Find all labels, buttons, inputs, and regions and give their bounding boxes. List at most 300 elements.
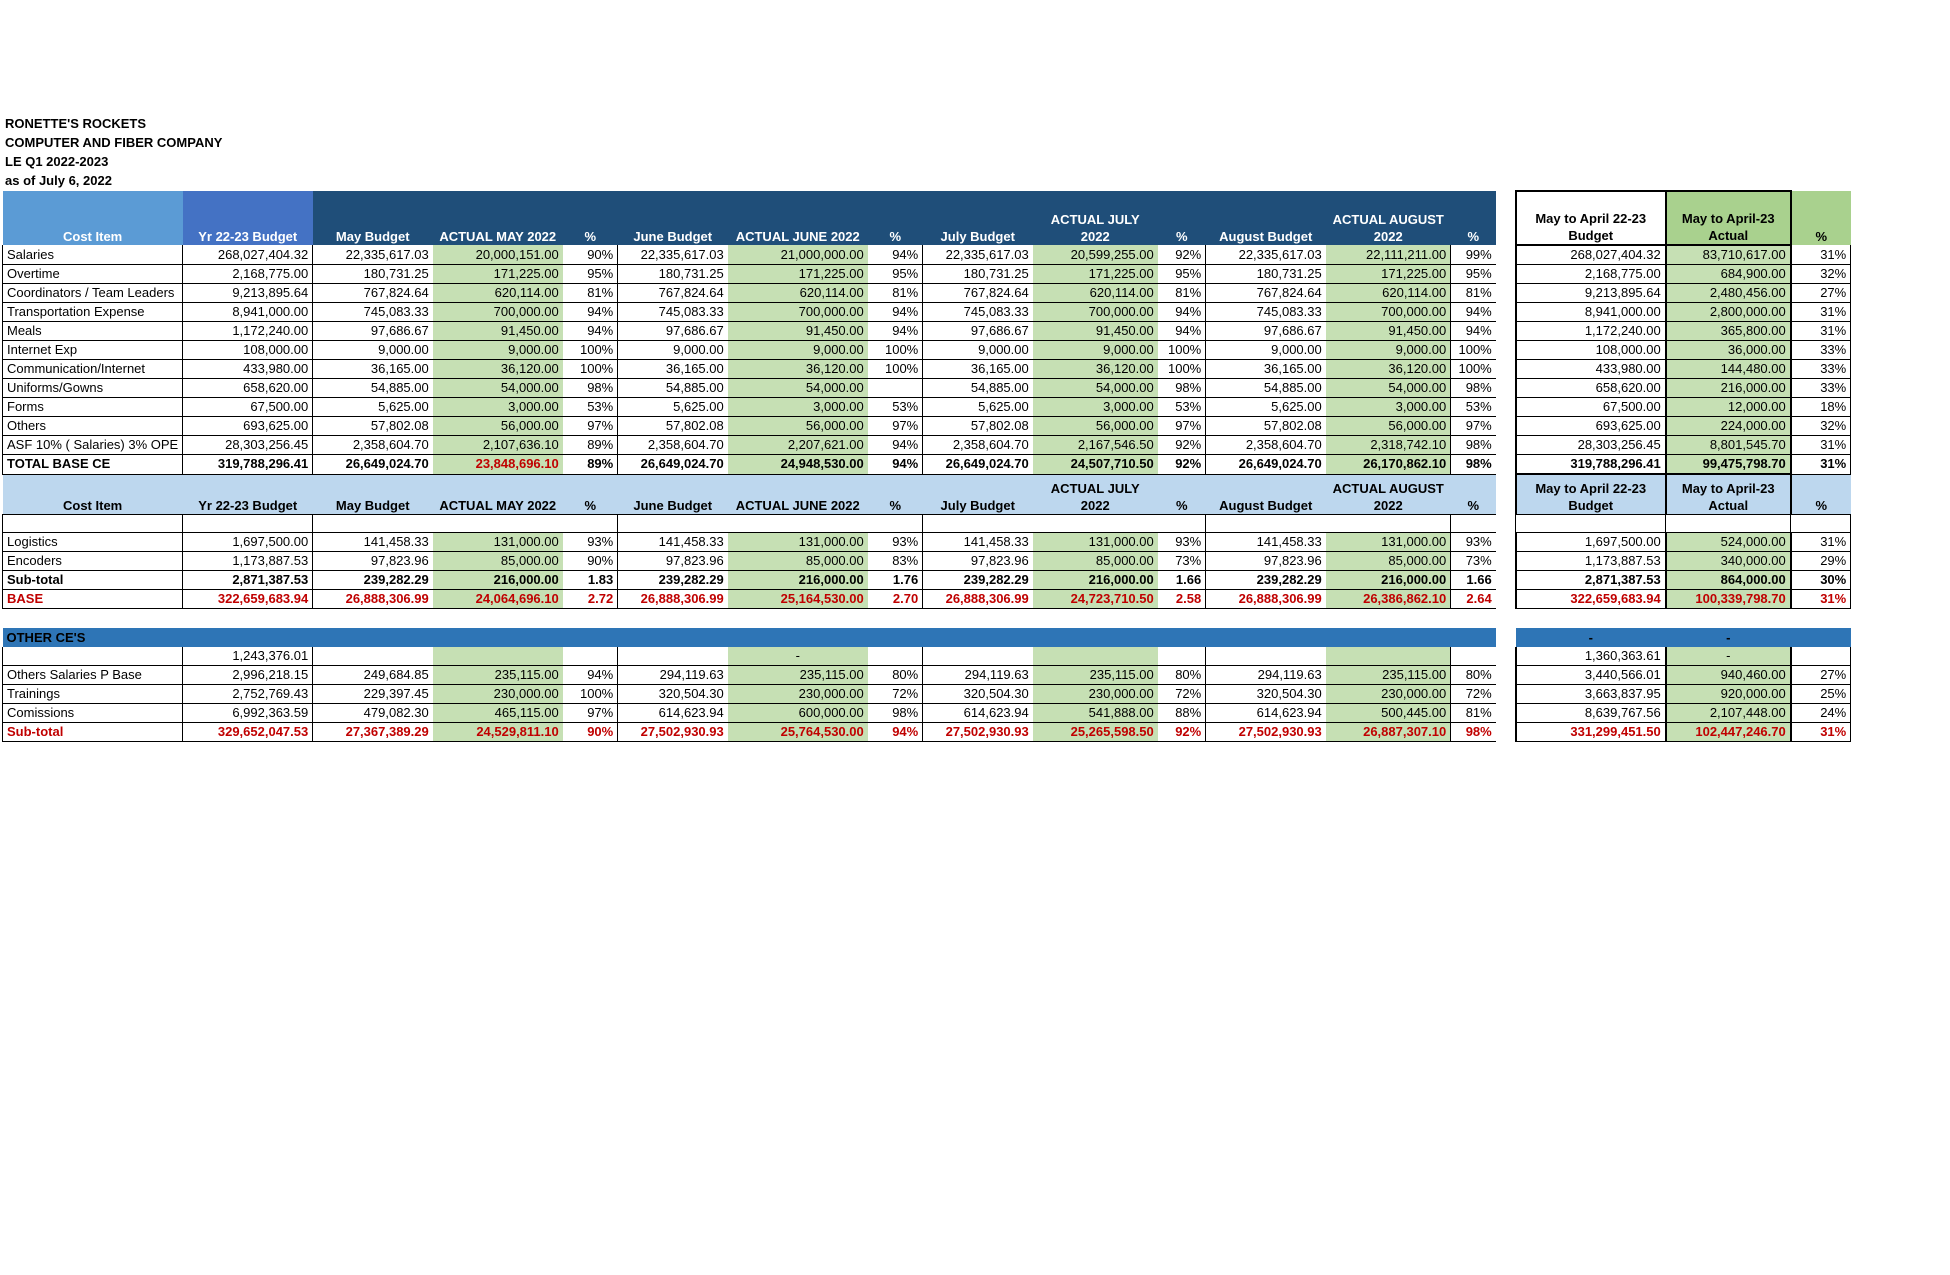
yr-budget-cell: 8,941,000.00 (183, 303, 313, 322)
actual-june-cell: 25,164,530.00 (728, 589, 868, 608)
actual-aug-cell: 216,000.00 (1326, 570, 1451, 589)
actual-july-cell: 620,114.00 (1033, 284, 1158, 303)
pct-may-header: % (563, 474, 618, 514)
june-budget-cell: 26,649,024.70 (618, 455, 728, 475)
spacer-cell (1496, 685, 1516, 704)
pct-june-cell: 95% (868, 265, 923, 284)
actual-june-cell: 9,000.00 (728, 341, 868, 360)
actual-june-header: ACTUAL JUNE 2022 (728, 191, 868, 245)
aug-budget-cell: 2,358,604.70 (1206, 436, 1326, 455)
aug-budget-cell: 180,731.25 (1206, 265, 1326, 284)
aug-budget-cell: 36,165.00 (1206, 360, 1326, 379)
pct-ytd-cell: 18% (1791, 398, 1851, 417)
pct-aug-cell: 98% (1451, 436, 1496, 455)
pct-may-cell: 53% (563, 398, 618, 417)
pct-june-cell: 97% (868, 417, 923, 436)
pct-june-cell (868, 647, 923, 666)
pct-july-blank (1158, 514, 1206, 532)
actual-may-cell: 24,064,696.10 (433, 589, 563, 608)
july-budget-cell: 22,335,617.03 (923, 245, 1033, 265)
ytd-budget-cell: 8,639,767.56 (1516, 704, 1666, 723)
pct-july-cell: 80% (1158, 666, 1206, 685)
other-row (3, 666, 1851, 685)
actual-may-band (433, 628, 563, 647)
spacer-cell (1496, 723, 1516, 742)
actual-july-cell: 2,167,546.50 (1033, 436, 1158, 455)
pct-may-cell: 94% (563, 666, 618, 685)
actual-may-cell: 20,000,151.00 (433, 245, 563, 265)
ytd-actual-band: - (1666, 628, 1791, 647)
ytd-actual-cell: 2,480,456.00 (1666, 284, 1791, 303)
ytd-budget-cell: 8,941,000.00 (1516, 303, 1666, 322)
pct-ytd-cell: 31% (1791, 455, 1851, 475)
aug-budget-cell: 767,824.64 (1206, 284, 1326, 303)
actual-may-cell: 216,000.00 (433, 570, 563, 589)
aug-budget-cell: 54,885.00 (1206, 379, 1326, 398)
may-budget-cell: 54,885.00 (313, 379, 433, 398)
cost-item-cell: Sub-total (3, 570, 183, 589)
may-budget-header: May Budget (313, 191, 433, 245)
pct-ytd-cell: 31% (1791, 303, 1851, 322)
ytd-budget-cell: 1,172,240.00 (1516, 322, 1666, 341)
ytd-actual-cell: 864,000.00 (1666, 570, 1791, 589)
june-budget-cell: 2,358,604.70 (618, 436, 728, 455)
ytd-actual-cell: 12,000.00 (1666, 398, 1791, 417)
pct-aug-blank (1451, 514, 1496, 532)
july-budget-cell: 57,802.08 (923, 417, 1033, 436)
actual-aug-cell: 3,000.00 (1326, 398, 1451, 417)
june-budget-cell: 9,000.00 (618, 341, 728, 360)
ytd-actual-cell: 2,800,000.00 (1666, 303, 1791, 322)
cost-item-cell: Sub-total (3, 723, 183, 742)
pct-aug-header: % (1451, 191, 1496, 245)
pct-june-cell: 53% (868, 398, 923, 417)
cost-item-cell: Communication/Internet (3, 360, 183, 379)
cost-item-cell: Salaries (3, 245, 183, 265)
cost-item-cell: Uniforms/Gowns (3, 379, 183, 398)
cost-item-cell: Encoders (3, 551, 183, 570)
ytd-actual-cell: 216,000.00 (1666, 379, 1791, 398)
pct-aug-cell (1451, 647, 1496, 666)
july-budget-cell: 767,824.64 (923, 284, 1033, 303)
actual-june-header: ACTUAL JUNE 2022 (728, 474, 868, 514)
main-header-row (3, 191, 1851, 245)
base-row (3, 341, 1851, 360)
cost-item-cell: Logistics (3, 532, 183, 551)
pct-july-cell (1158, 647, 1206, 666)
pct-june-cell: 83% (868, 551, 923, 570)
pct-may-cell: 100% (563, 341, 618, 360)
blank-row (3, 514, 1851, 532)
actual-july-header: ACTUAL JULY 2022 (1033, 474, 1158, 514)
pct-ytd-cell: 31% (1791, 436, 1851, 455)
ytd-budget-cell: 1,360,363.61 (1516, 647, 1666, 666)
pct-june-cell: 1.76 (868, 570, 923, 589)
pct-may-cell: 97% (563, 417, 618, 436)
cost-item-cell: Comissions (3, 704, 183, 723)
actual-july-cell: 20,599,255.00 (1033, 245, 1158, 265)
pct-may-cell: 95% (563, 265, 618, 284)
pct-june-cell: 100% (868, 360, 923, 379)
yr-budget-cell: 108,000.00 (183, 341, 313, 360)
pct-aug-cell: 81% (1451, 704, 1496, 723)
ytd-budget-cell: 331,299,451.50 (1516, 723, 1666, 742)
july-budget-cell: 2,358,604.70 (923, 436, 1033, 455)
actual-july-blank (1033, 608, 1158, 628)
actual-july-band (1033, 628, 1158, 647)
aug-budget-cell: 9,000.00 (1206, 341, 1326, 360)
actual-aug-cell: 9,000.00 (1326, 341, 1451, 360)
may-budget-header: May Budget (313, 474, 433, 514)
spacer-blank (1496, 608, 1516, 628)
pct-june-cell: 2.70 (868, 589, 923, 608)
cost-item-cell: Others Salaries P Base (3, 666, 183, 685)
july-budget-cell: 9,000.00 (923, 341, 1033, 360)
may-budget-cell: 767,824.64 (313, 284, 433, 303)
actual-aug-blank (1326, 514, 1451, 532)
pct-may-band (563, 628, 618, 647)
aug-budget-cell: 26,888,306.99 (1206, 589, 1326, 608)
actual-aug-band (1326, 628, 1451, 647)
ytd-actual-cell: - (1666, 647, 1791, 666)
pct-ytd-cell: 27% (1791, 284, 1851, 303)
july-budget-cell: 97,686.67 (923, 322, 1033, 341)
yr-budget-cell: 319,788,296.41 (183, 455, 313, 475)
pct-july-header: % (1158, 191, 1206, 245)
actual-june-cell: 54,000.00 (728, 379, 868, 398)
may-budget-cell: 9,000.00 (313, 341, 433, 360)
actual-may-cell: 56,000.00 (433, 417, 563, 436)
pct-may-cell: 1.83 (563, 570, 618, 589)
base-row (3, 303, 1851, 322)
pct-july-cell: 95% (1158, 265, 1206, 284)
actual-july-cell: 9,000.00 (1033, 341, 1158, 360)
may-budget-cell: 249,684.85 (313, 666, 433, 685)
aug-budget-cell: 614,623.94 (1206, 704, 1326, 723)
base-row (3, 436, 1851, 455)
ytd-actual-cell: 224,000.00 (1666, 417, 1791, 436)
ytd-budget-cell: 268,027,404.32 (1516, 245, 1666, 265)
ytd-actual-cell: 8,801,545.70 (1666, 436, 1791, 455)
spacer-cell (1496, 245, 1516, 265)
gap-row (3, 608, 1851, 628)
ytd-budget-cell: 108,000.00 (1516, 341, 1666, 360)
ops-subtotal-row (3, 570, 1851, 589)
actual-may-cell: 3,000.00 (433, 398, 563, 417)
ytd-actual-header: May to April-23 Actual (1666, 474, 1791, 514)
ytd-budget-band: - (1516, 628, 1666, 647)
pct-july-cell: 81% (1158, 284, 1206, 303)
may-budget-cell: 27,367,389.29 (313, 723, 433, 742)
actual-june-blank (728, 608, 868, 628)
company-name: RONETTE'S ROCKETS (5, 116, 147, 131)
pct-ytd-cell: 31% (1791, 723, 1851, 742)
yr-budget-cell: 433,980.00 (183, 360, 313, 379)
actual-july-cell: 24,723,710.50 (1033, 589, 1158, 608)
july-budget-cell: 5,625.00 (923, 398, 1033, 417)
actual-aug-cell: 620,114.00 (1326, 284, 1451, 303)
pct-ytd-cell: 29% (1791, 551, 1851, 570)
pct-july-cell: 1.66 (1158, 570, 1206, 589)
july-budget-cell: 745,083.33 (923, 303, 1033, 322)
actual-july-cell: 85,000.00 (1033, 551, 1158, 570)
ytd-budget-header: May to April 22-23 Budget (1516, 474, 1666, 514)
july-budget-cell: 27,502,930.93 (923, 723, 1033, 742)
june-budget-cell: 26,888,306.99 (618, 589, 728, 608)
actual-june-blank (728, 514, 868, 532)
ytd-budget-cell: 658,620.00 (1516, 379, 1666, 398)
pct-may-cell: 81% (563, 284, 618, 303)
pct-ytd-cell: 24% (1791, 704, 1851, 723)
pct-may-blank (563, 608, 618, 628)
pct-june-band (868, 628, 923, 647)
pct-ytd-blank (1791, 608, 1851, 628)
pct-aug-cell: 100% (1451, 341, 1496, 360)
ytd-budget-header: May to April 22-23 Budget (1516, 191, 1666, 245)
actual-aug-cell: 56,000.00 (1326, 417, 1451, 436)
june-budget-cell: 767,824.64 (618, 284, 728, 303)
july-budget-cell: 180,731.25 (923, 265, 1033, 284)
pct-may-blank (563, 514, 618, 532)
spacer-cell (1496, 322, 1516, 341)
cost-item-cell: Internet Exp (3, 341, 183, 360)
actual-may-blank (433, 514, 563, 532)
ytd-actual-cell: 524,000.00 (1666, 532, 1791, 551)
actual-may-cell: 85,000.00 (433, 551, 563, 570)
ytd-budget-cell: 28,303,256.45 (1516, 436, 1666, 455)
second-header-row (3, 474, 1851, 514)
pct-july-cell: 72% (1158, 685, 1206, 704)
cost-item-header: Cost Item (3, 474, 183, 514)
cost-item-cell: Others (3, 417, 183, 436)
other-section-band (3, 628, 1851, 647)
pct-aug-cell: 72% (1451, 685, 1496, 704)
june-budget-cell: 141,458.33 (618, 532, 728, 551)
cost-item-cell: Transportation Expense (3, 303, 183, 322)
pct-aug-cell: 98% (1451, 723, 1496, 742)
yr-budget-cell: 6,992,363.59 (183, 704, 313, 723)
july-budget-cell: 36,165.00 (923, 360, 1033, 379)
actual-aug-cell: 171,225.00 (1326, 265, 1451, 284)
june-budget-cell: 745,083.33 (618, 303, 728, 322)
pct-may-cell (563, 647, 618, 666)
actual-aug-cell: 700,000.00 (1326, 303, 1451, 322)
pct-aug-cell: 53% (1451, 398, 1496, 417)
yr-budget-header: Yr 22-23 Budget (183, 474, 313, 514)
aug-budget-cell: 97,686.67 (1206, 322, 1326, 341)
pct-july-cell: 2.58 (1158, 589, 1206, 608)
yr-budget-cell: 28,303,256.45 (183, 436, 313, 455)
june-budget-cell: 97,823.96 (618, 551, 728, 570)
may-budget-cell: 26,888,306.99 (313, 589, 433, 608)
aug-budget-blank (1206, 514, 1326, 532)
pct-may-cell: 90% (563, 245, 618, 265)
cost-item-cell: Forms (3, 398, 183, 417)
actual-may-cell: 620,114.00 (433, 284, 563, 303)
july-budget-cell: 239,282.29 (923, 570, 1033, 589)
actual-may-cell: 700,000.00 (433, 303, 563, 322)
pct-ytd-header: % (1791, 474, 1851, 514)
budget-table (2, 190, 1851, 742)
june-budget-cell: 320,504.30 (618, 685, 728, 704)
pct-may-cell: 100% (563, 360, 618, 379)
june-budget-cell (618, 647, 728, 666)
ytd-budget-cell: 9,213,895.64 (1516, 284, 1666, 303)
actual-july-cell: 131,000.00 (1033, 532, 1158, 551)
ytd-actual-cell: 684,900.00 (1666, 265, 1791, 284)
actual-june-cell: 171,225.00 (728, 265, 868, 284)
pct-may-cell: 89% (563, 455, 618, 475)
yr-budget-blank (183, 514, 313, 532)
pct-may-cell: 2.72 (563, 589, 618, 608)
pct-june-cell: 72% (868, 685, 923, 704)
pct-july-cell: 92% (1158, 723, 1206, 742)
may-budget-cell: 479,082.30 (313, 704, 433, 723)
actual-june-cell: 216,000.00 (728, 570, 868, 589)
pct-aug-cell: 94% (1451, 303, 1496, 322)
actual-aug-cell: 26,170,862.10 (1326, 455, 1451, 475)
actual-july-cell: 56,000.00 (1033, 417, 1158, 436)
yr-budget-header: Yr 22-23 Budget (183, 191, 313, 245)
ytd-actual-cell: 83,710,617.00 (1666, 245, 1791, 265)
spacer-cell (1496, 532, 1516, 551)
other-subtotal-row (3, 723, 1851, 742)
may-budget-cell: 141,458.33 (313, 532, 433, 551)
pct-june-blank (868, 514, 923, 532)
base-row (3, 245, 1851, 265)
ytd-budget-cell: 3,663,837.95 (1516, 685, 1666, 704)
july-budget-cell: 26,888,306.99 (923, 589, 1033, 608)
june-budget-cell: 5,625.00 (618, 398, 728, 417)
base-row (3, 360, 1851, 379)
pct-june-cell: 93% (868, 532, 923, 551)
ytd-actual-blank (1666, 514, 1791, 532)
aug-budget-header: August Budget (1206, 191, 1326, 245)
actual-aug-cell: 91,450.00 (1326, 322, 1451, 341)
spacer-cell (1496, 265, 1516, 284)
base-row (3, 265, 1851, 284)
pct-may-cell: 97% (563, 704, 618, 723)
actual-may-cell: 465,115.00 (433, 704, 563, 723)
pct-ytd-cell: 30% (1791, 570, 1851, 589)
spacer-cell (1496, 436, 1516, 455)
may-budget-cell: 22,335,617.03 (313, 245, 433, 265)
pct-aug-cell: 80% (1451, 666, 1496, 685)
actual-june-cell: 131,000.00 (728, 532, 868, 551)
pct-july-cell: 100% (1158, 360, 1206, 379)
pct-june-cell: 100% (868, 341, 923, 360)
june-budget-cell: 54,885.00 (618, 379, 728, 398)
june-budget-cell: 180,731.25 (618, 265, 728, 284)
aug-budget-cell: 97,823.96 (1206, 551, 1326, 570)
pct-june-cell: 94% (868, 303, 923, 322)
ytd-budget-blank (1516, 514, 1666, 532)
ytd-budget-blank (1516, 608, 1666, 628)
actual-may-cell: 2,107,636.10 (433, 436, 563, 455)
pct-july-cell: 94% (1158, 322, 1206, 341)
ytd-actual-cell: 365,800.00 (1666, 322, 1791, 341)
ytd-budget-cell: 322,659,683.94 (1516, 589, 1666, 608)
pct-ytd-cell (1791, 647, 1851, 666)
spacer-cell (1496, 455, 1516, 475)
june-budget-header: June Budget (618, 191, 728, 245)
actual-june-cell: 700,000.00 (728, 303, 868, 322)
actual-july-cell: 235,115.00 (1033, 666, 1158, 685)
pct-aug-cell: 2.64 (1451, 589, 1496, 608)
ytd-budget-cell: 319,788,296.41 (1516, 455, 1666, 475)
pct-aug-blank (1451, 608, 1496, 628)
pct-june-cell: 98% (868, 704, 923, 723)
yr-budget-cell: 329,652,047.53 (183, 723, 313, 742)
july-budget-cell: 97,823.96 (923, 551, 1033, 570)
spacer-cell (1496, 589, 1516, 608)
may-budget-blank (313, 608, 433, 628)
actual-may-cell: 171,225.00 (433, 265, 563, 284)
base-total-row (3, 589, 1851, 608)
spacer-cell (1496, 341, 1516, 360)
actual-july-cell: 25,265,598.50 (1033, 723, 1158, 742)
pct-may-cell: 89% (563, 436, 618, 455)
ytd-budget-cell: 433,980.00 (1516, 360, 1666, 379)
pct-ytd-blank (1791, 514, 1851, 532)
actual-july-cell: 171,225.00 (1033, 265, 1158, 284)
actual-june-cell: 620,114.00 (728, 284, 868, 303)
may-budget-cell: 26,649,024.70 (313, 455, 433, 475)
spacer-cell (1496, 704, 1516, 723)
actual-may-blank (433, 608, 563, 628)
aug-budget-cell: 26,649,024.70 (1206, 455, 1326, 475)
spacer-cell (1496, 284, 1516, 303)
actual-june-cell: 600,000.00 (728, 704, 868, 723)
spacer-cell (1496, 666, 1516, 685)
pct-july-blank (1158, 608, 1206, 628)
yr-budget-cell: 1,243,376.01 (183, 647, 313, 666)
pct-aug-cell: 1.66 (1451, 570, 1496, 589)
pct-july-cell: 88% (1158, 704, 1206, 723)
yr-budget-cell: 268,027,404.32 (183, 245, 313, 265)
base-row (3, 284, 1851, 303)
pct-july-cell: 92% (1158, 455, 1206, 475)
yr-budget-cell: 2,168,775.00 (183, 265, 313, 284)
ytd-actual-cell: 2,107,448.00 (1666, 704, 1791, 723)
may-budget-cell: 97,686.67 (313, 322, 433, 341)
total-base-row (3, 455, 1851, 475)
june-budget-cell: 97,686.67 (618, 322, 728, 341)
aug-budget-cell: 27,502,930.93 (1206, 723, 1326, 742)
june-budget-cell: 294,119.63 (618, 666, 728, 685)
spacer-blank (1496, 514, 1516, 532)
aug-budget-cell: 745,083.33 (1206, 303, 1326, 322)
actual-june-cell: 56,000.00 (728, 417, 868, 436)
pct-june-cell: 94% (868, 455, 923, 475)
pct-june-header: % (868, 474, 923, 514)
pct-june-cell: 94% (868, 723, 923, 742)
actual-june-cell: 235,115.00 (728, 666, 868, 685)
ops-row (3, 532, 1851, 551)
june-budget-cell: 614,623.94 (618, 704, 728, 723)
pct-june-cell: 94% (868, 322, 923, 341)
pct-may-header: % (563, 191, 618, 245)
pct-july-cell: 92% (1158, 436, 1206, 455)
cost-item-cell: BASE (3, 589, 183, 608)
cost-item-cell: Coordinators / Team Leaders (3, 284, 183, 303)
yr-budget-cell: 1,172,240.00 (183, 322, 313, 341)
base-row (3, 417, 1851, 436)
actual-aug-cell: 26,386,862.10 (1326, 589, 1451, 608)
june-budget-header: June Budget (618, 474, 728, 514)
pct-aug-cell: 94% (1451, 322, 1496, 341)
pct-ytd-cell: 25% (1791, 685, 1851, 704)
